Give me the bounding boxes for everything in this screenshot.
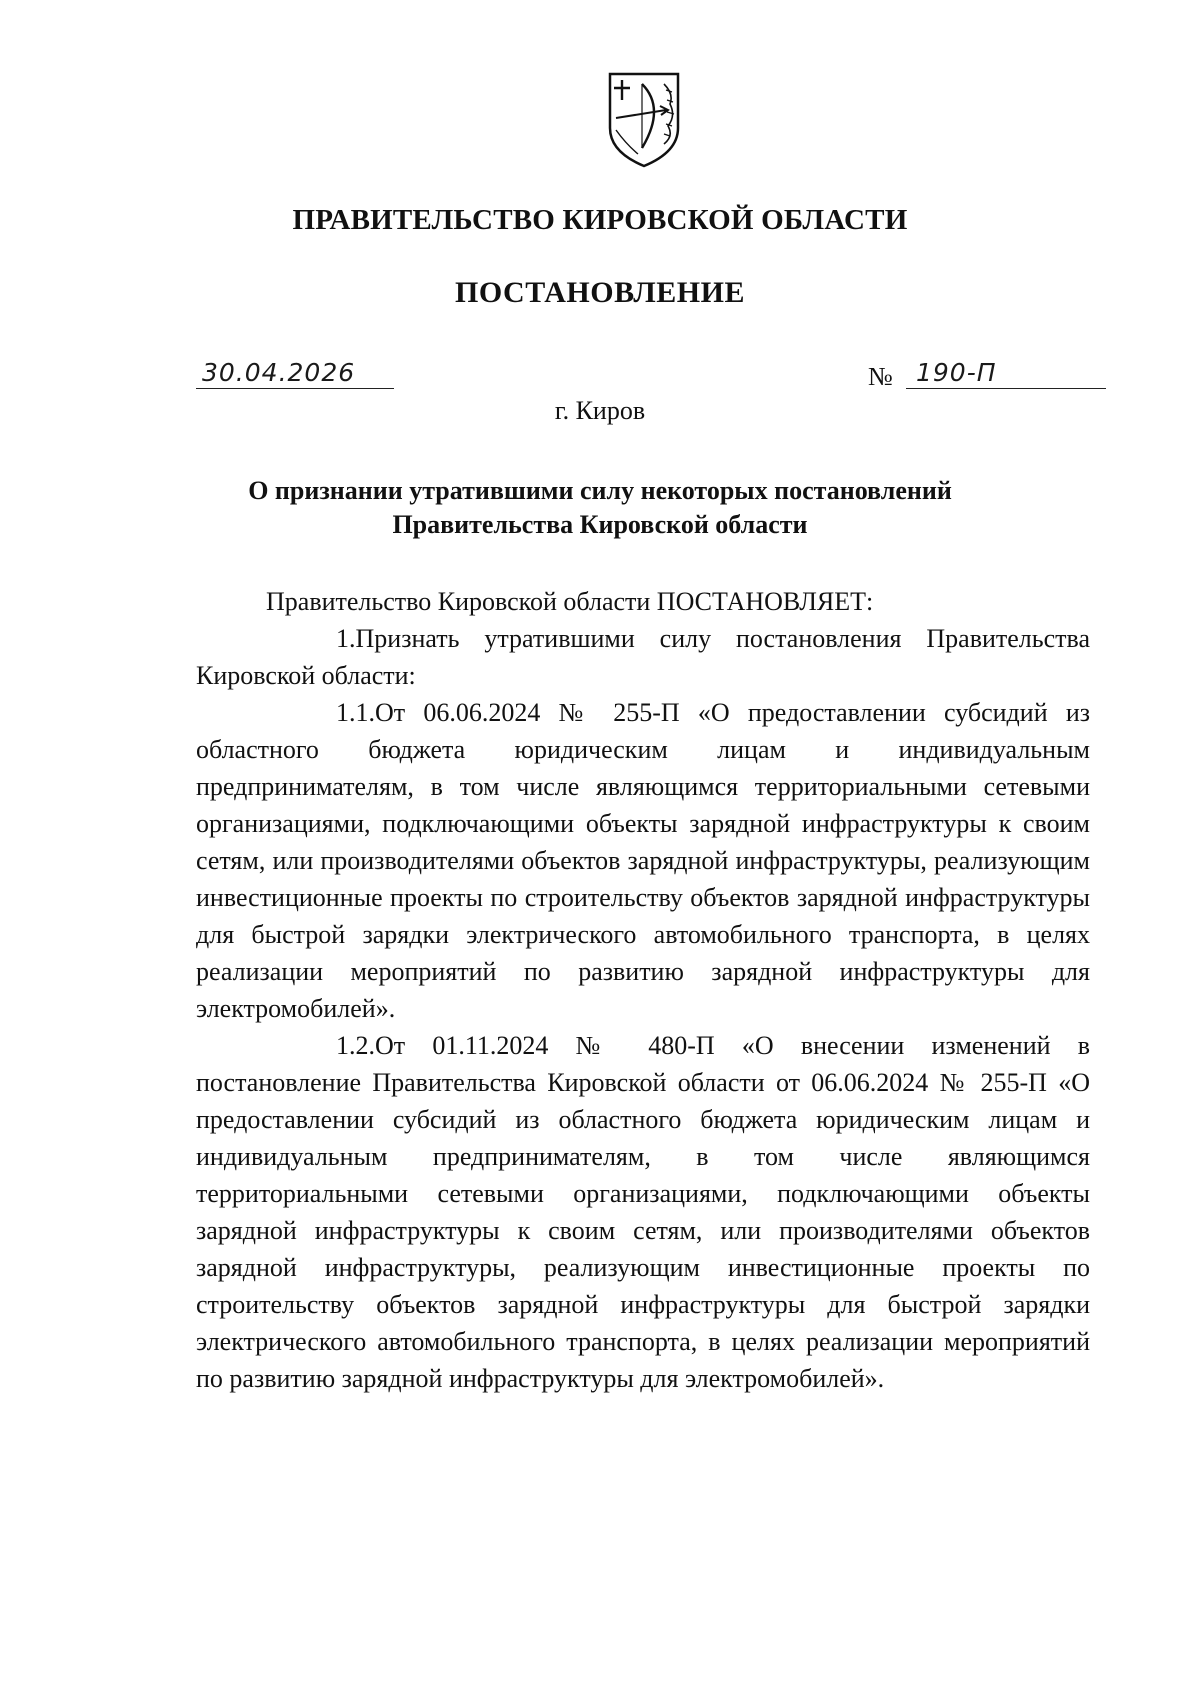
paragraph-1-text: Признать утратившими силу постановления Правительства Кировской области: [196, 624, 1090, 690]
paragraph-1-1 [196, 694, 1090, 1027]
paragraph-1-1-number: 1.1. [336, 698, 375, 727]
paragraph-1 [196, 620, 1090, 694]
paragraph-1-2-number: 1.2. [336, 1031, 375, 1060]
kirov-oblast-coat-of-arms-icon [604, 70, 684, 170]
number-label: № [868, 362, 893, 391]
subject-line-2: Правительства Кировской области [392, 510, 808, 539]
paragraph-1-number: 1. [336, 624, 356, 653]
paragraph-1-2-text: От 01.11.2024 № 480-П «О внесении изменений в постановление Правительства Кировской области от 06.06.2024 № 255-П «О предоставлении субсидий из областного бюджета юридическим лицам и индивидуальным предпринимателям, в том числе являющимся территориальными сетевыми организациями, подключающими объекты зарядной инфраструктуры к своим сетям, или производителями объектов зарядной инфраструктуры, реализующим инвестиционные проекты по строительству объектов зарядной инфраструктуры для быстрой зарядки электрического автомобильного транспорта, в целях реализации мероприятий по развитию зарядной инфраструктуры для электромобилей». [196, 1031, 1090, 1393]
document-date: 30.04.2026 [202, 358, 356, 387]
date-field [196, 358, 394, 389]
organization-title: ПРАВИТЕЛЬСТВО КИРОВСКОЙ ОБЛАСТИ [292, 204, 908, 236]
subject-line-1: О признании утратившими силу некоторых постановлений [248, 476, 952, 505]
preamble [196, 583, 1090, 620]
city-line: г. Киров [554, 396, 646, 425]
document-body [196, 583, 1090, 1397]
document-subject [0, 474, 1200, 542]
number-field [906, 358, 1106, 389]
document-type-title: ПОСТАНОВЛЕНИЕ [455, 276, 745, 309]
paragraph-1-2 [196, 1027, 1090, 1397]
preamble-text: Правительство Кировской области ПОСТАНОВЛЯЕТ: [266, 587, 874, 616]
document-number: 190-П [916, 358, 997, 387]
paragraph-1-1-text: От 06.06.2024 № 255-П «О предоставлении субсидий из областного бюджета юридическим лицам и индивидуальным предпринимателям, в том числе являющимся территориальными сетевыми организациями, подключающими объекты зарядной инфраструктуры к своим сетям, или производителями объектов зарядной инфраструктуры, реализующим инвестиционные проекты по строительству объектов зарядной инфраструктуры для быстрой зарядки электрического автомобильного транспорта, в целях реализации мероприятий по развитию зарядной инфраструктуры для электромобилей». [196, 698, 1090, 1023]
